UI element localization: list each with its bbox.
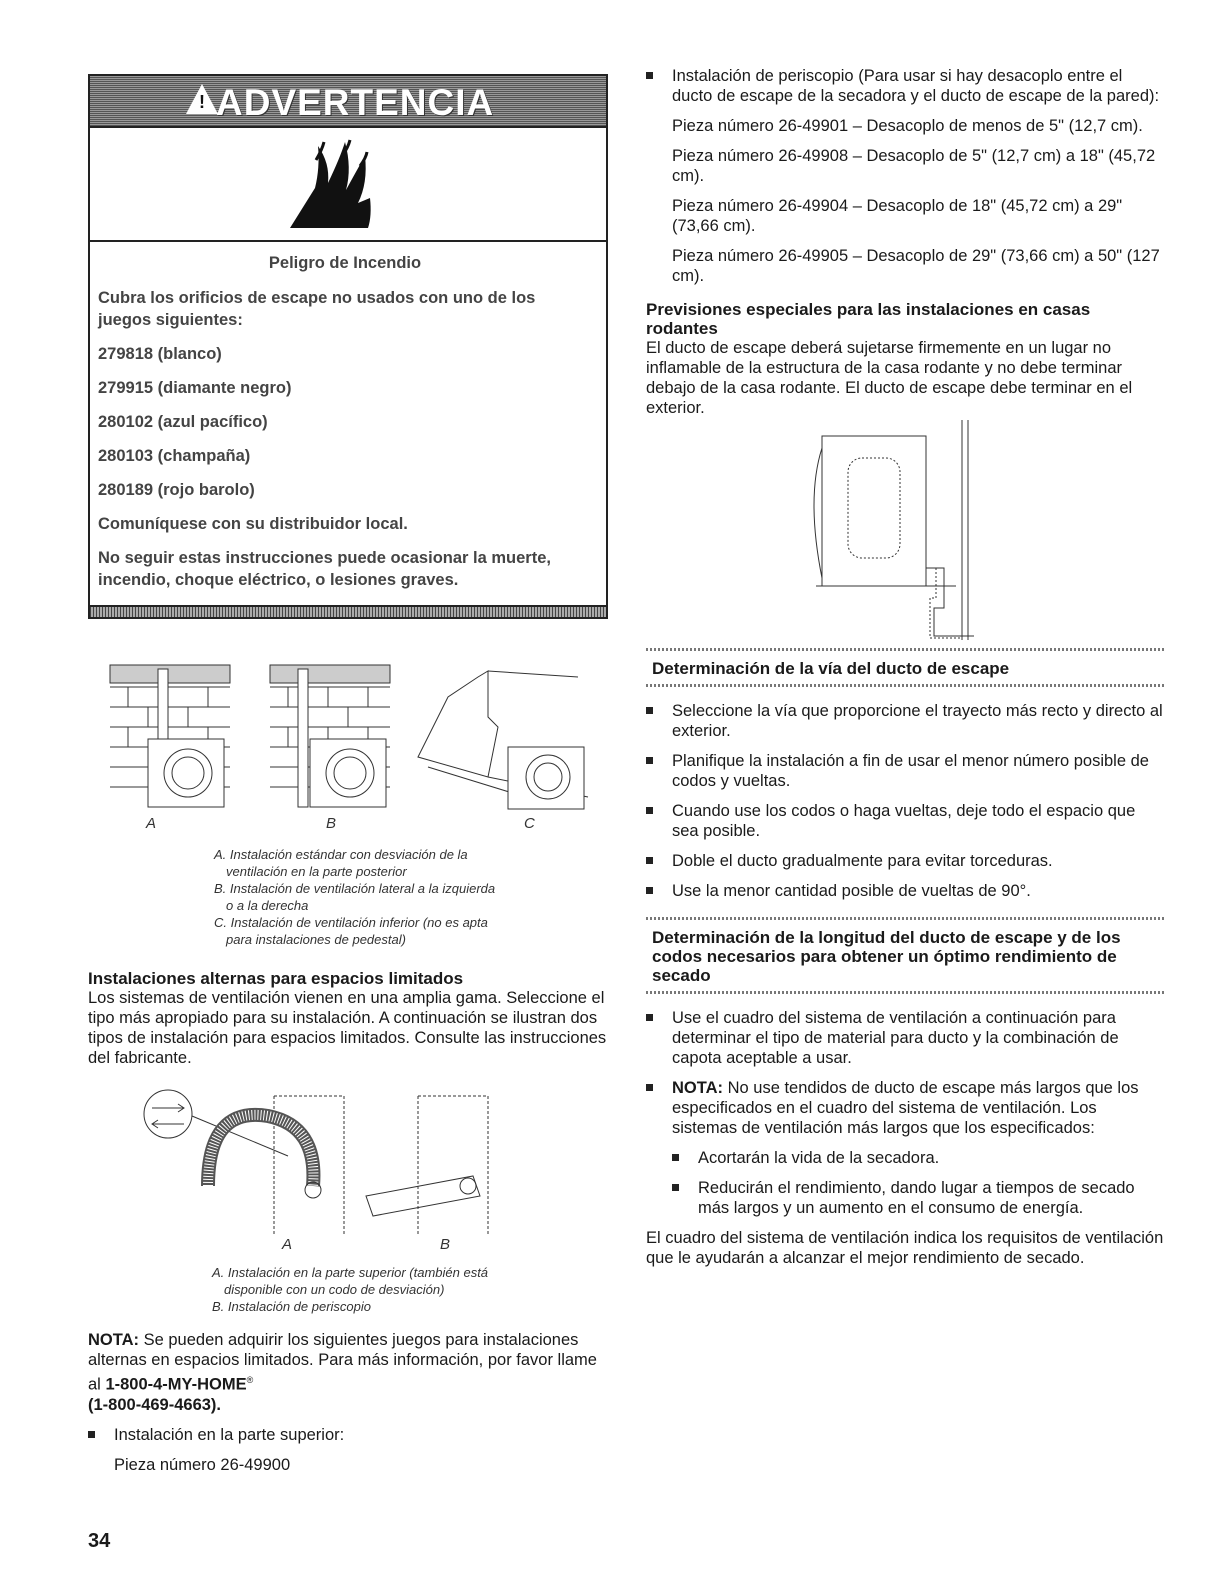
periscope-part: Pieza número 26-49908 – Desacoplo de 5" (12,7 cm) a 18" (45,72 cm). (672, 147, 1156, 185)
limited-space-figure (88, 1086, 608, 1261)
warning-body (90, 242, 606, 605)
nota-label: NOTA: (88, 1331, 140, 1349)
vent-options-illustration (88, 657, 608, 812)
section-rule (646, 684, 1166, 687)
fig2-label-b: B (440, 1236, 451, 1253)
mobile-body: El ducto de escape deberá sujetarse firmemente en un lugar no inflamable de la estructura de la casa rodante y no debe terminar debajo de la casa rodante. El ducto de escape debe terminar en el exterior. (646, 339, 1133, 417)
kit-item: 280103 (champaña) (98, 447, 251, 465)
section-rule (646, 991, 1166, 994)
fig1-caption: para instalaciones de pedestal) (226, 932, 406, 947)
mobile-home-figure (646, 418, 1166, 648)
top-install-item: Instalación en la parte superior: (88, 1425, 608, 1445)
fig1-caption: ventilación en la parte posterior (226, 864, 407, 879)
top-install-part: Pieza número 26-49900 (114, 1455, 291, 1474)
mobile-home-illustration (646, 418, 1166, 643)
fire-icon (90, 128, 606, 242)
warning-triangle-icon (186, 84, 218, 114)
warning-footer (90, 605, 606, 617)
periscope-item: Instalación de periscopio (Para usar si hay desacoplo entre el ducto de escape de la secadora y el ducto de escape de la pared): (646, 66, 1166, 106)
alt-body: Los sistemas de ventilación vienen en una amplia gama. Seleccione el tipo más apropiado para su instalación. A continuación se ilustran dos tipos de instalación para espacios limitados. Consulte las instrucciones del fabricante. (88, 989, 607, 1067)
fig1-caption: C. Instalación de ventilación inferior (no es apta (214, 915, 488, 930)
nota-paragraph (88, 1330, 608, 1415)
right-column (646, 66, 1166, 1268)
warning-consequence: No seguir estas instrucciones puede ocasionar la muerte, incendio, choque eléctrico, o lesiones graves. (98, 549, 551, 589)
nota-label: NOTA: (672, 1079, 724, 1097)
length-bullet: Use el cuadro del sistema de ventilación a continuación para determinar el tipo de material para ducto y la combinación de capota aceptable a usar. (646, 1008, 1166, 1068)
length-nota-bullet (646, 1078, 1166, 1138)
route-bullet: Cuando use los codos o haga vueltas, deje todo el espacio que sea posible. (646, 801, 1166, 841)
limited-space-illustration (88, 1086, 608, 1236)
route-bullet: Doble el ducto gradualmente para evitar torceduras. (646, 851, 1166, 871)
route-bullet: Use la menor cantidad posible de vueltas de 90°. (646, 881, 1166, 901)
phone-number-digits: (1-800-469-4663). (88, 1395, 221, 1414)
length-closing: El cuadro del sistema de ventilación indica los requisitos de ventilación que le ayudarán a alcanzar el mejor rendimiento de secado. (646, 1229, 1164, 1267)
kit-item: 279915 (diamante negro) (98, 379, 292, 397)
fig1-captions (214, 847, 608, 947)
kit-item: 279818 (blanco) (98, 345, 222, 363)
phone-number: 1-800-4-MY-HOME (105, 1375, 247, 1394)
periscope-part: Pieza número 26-49904 – Desacoplo de 18" (45,72 cm) a 29" (73,66 cm). (672, 197, 1123, 235)
registered-mark: ® (246, 1375, 254, 1385)
left-column (88, 74, 608, 1485)
length-heading: Determinación de la longitud del ducto de escape y de los codos necesarios para obtener un óptimo rendimiento de secado (652, 928, 1121, 985)
fig2-label-a: A (282, 1236, 293, 1253)
warning-box (88, 74, 608, 619)
hazard-label: Peligro de Incendio (268, 254, 422, 272)
warning-header (90, 76, 606, 128)
route-heading-block (646, 651, 1166, 684)
fig2-caption: A. Instalación en la parte superior (también está (212, 1265, 489, 1280)
alt-heading: Instalaciones alternas para espacios limitados (88, 969, 464, 988)
fig1-caption: B. Instalación de ventilación lateral a la izquierda (214, 881, 496, 896)
periscope-part: Pieza número 26-49905 – Desacoplo de 29" (73,66 cm) a 50" (127 cm). (672, 247, 1160, 285)
warning-contact: Comuníquese con su distribuidor local. (98, 515, 408, 533)
route-bullet: Seleccione la vía que proporcione el trayecto más recto y directo al exterior. (646, 701, 1166, 741)
vent-options-figure (88, 657, 608, 837)
fig1-label-c: C (524, 815, 535, 832)
fig1-label-b: B (326, 815, 337, 832)
mobile-heading: Previsiones especiales para las instalaciones en casas rodantes (646, 300, 1091, 338)
nota-text: Se pueden adquirir los siguientes juegos para instalaciones alternas en espacios limitados. Para más información, por favor llame al (88, 1331, 597, 1394)
page-number: 34 (88, 1530, 111, 1552)
nota-text: No use tendidos de ducto de escape más largos que los especificados en el cuadro del sistema de ventilación. Los sistemas de ventilación más largos que los especificados: (672, 1079, 1139, 1137)
length-sub-bullet: Acortarán la vida de la secadora. (672, 1148, 1166, 1168)
fig2-captions (212, 1265, 608, 1314)
length-heading-block (646, 920, 1166, 991)
fig2-caption: B. Instalación de periscopio (212, 1299, 371, 1314)
warning-intro: Cubra los orificios de escape no usados con uno de los juegos siguientes: (98, 289, 536, 329)
fig1-caption: o a la derecha (226, 898, 309, 913)
kit-item: 280189 (rojo barolo) (98, 481, 255, 499)
warning-title: ADVERTENCIA (216, 82, 495, 123)
fig1-caption: A. Instalación estándar con desviación de la (214, 847, 468, 862)
periscope-part: Pieza número 26-49901 – Desacoplo de menos de 5" (12,7 cm). (672, 117, 1143, 135)
fig1-label-a: A (146, 815, 157, 832)
route-heading: Determinación de la vía del ducto de escape (652, 659, 1010, 678)
length-sub-bullet: Reducirán el rendimiento, dando lugar a tiempos de secado más largos y un aumento en el consumo de energía. (672, 1178, 1166, 1218)
fig2-caption: disponible con un codo de desviación) (224, 1282, 445, 1297)
route-bullet: Planifique la instalación a fin de usar el menor número posible de codos y vueltas. (646, 751, 1166, 791)
kit-item: 280102 (azul pacífico) (98, 413, 268, 431)
